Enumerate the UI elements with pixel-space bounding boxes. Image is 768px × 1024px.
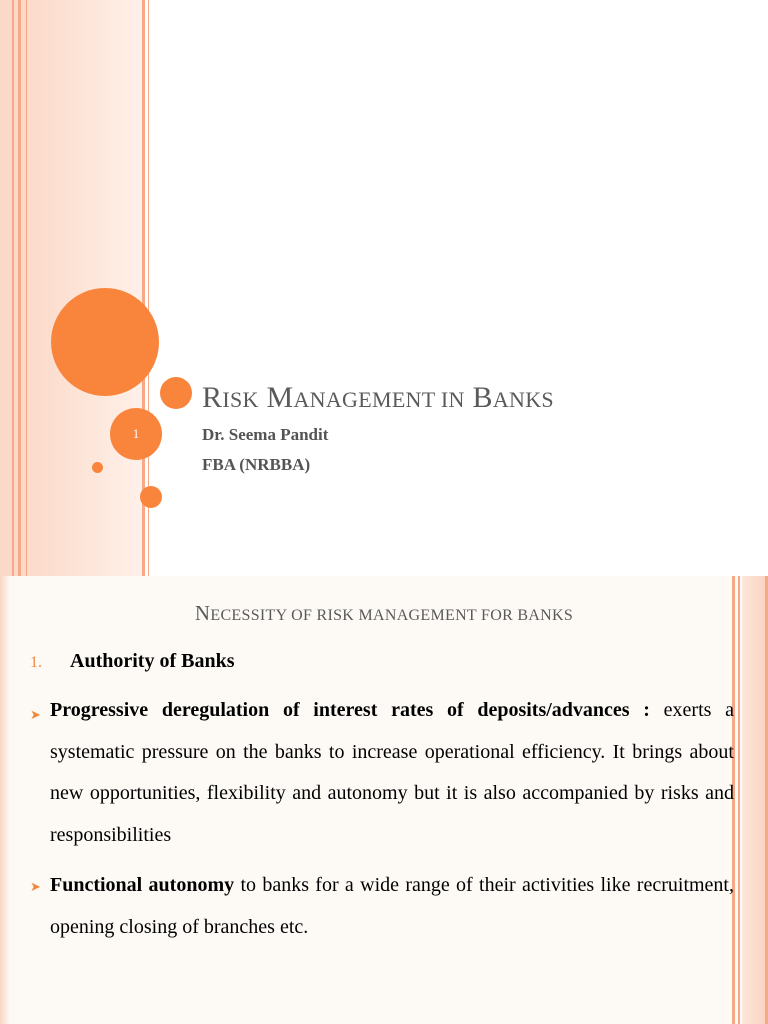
content-slide (0, 576, 768, 1024)
author-name: Dr. Seema Pandit (202, 425, 329, 444)
decorative-stripe (18, 0, 21, 576)
decorative-circle-large (51, 288, 159, 396)
list-number: 1. (30, 654, 42, 671)
slide-heading: NECESSITY OF RISK MANAGEMENT FOR BANKS (194, 601, 574, 625)
bullet-functional-autonomy: Functional autonomy to banks for a wide range of their activities like recruitment, opening closing of branches etc. (50, 874, 734, 938)
decorative-stripe (26, 0, 27, 576)
bullet-deregulation: Progressive deregulation of interest rates of deposits/advances : exerts a systematic pressure on the banks to increase operational efficiency. It brings about new opportunities, flexibility and autonomy but it is also accompanied by risks and responsibilities (50, 699, 734, 846)
decorative-stripe (12, 0, 14, 576)
organization: FBA (NRBBA) (202, 455, 311, 474)
list-item-authority: Authority of Banks (70, 650, 235, 672)
left-shade (0, 576, 10, 1024)
slide-title: RISK MANAGEMENT IN BANKS (202, 381, 554, 414)
decorative-dot (92, 462, 103, 473)
decorative-stripes (732, 576, 768, 1024)
slide-number: 1 (132, 426, 140, 441)
decorative-circle (160, 377, 192, 409)
decorative-circle-small (140, 486, 162, 508)
decorative-band (0, 0, 145, 576)
arrow-bullet-icon: ➤ (30, 707, 41, 722)
arrow-bullet-icon: ➤ (30, 879, 41, 894)
